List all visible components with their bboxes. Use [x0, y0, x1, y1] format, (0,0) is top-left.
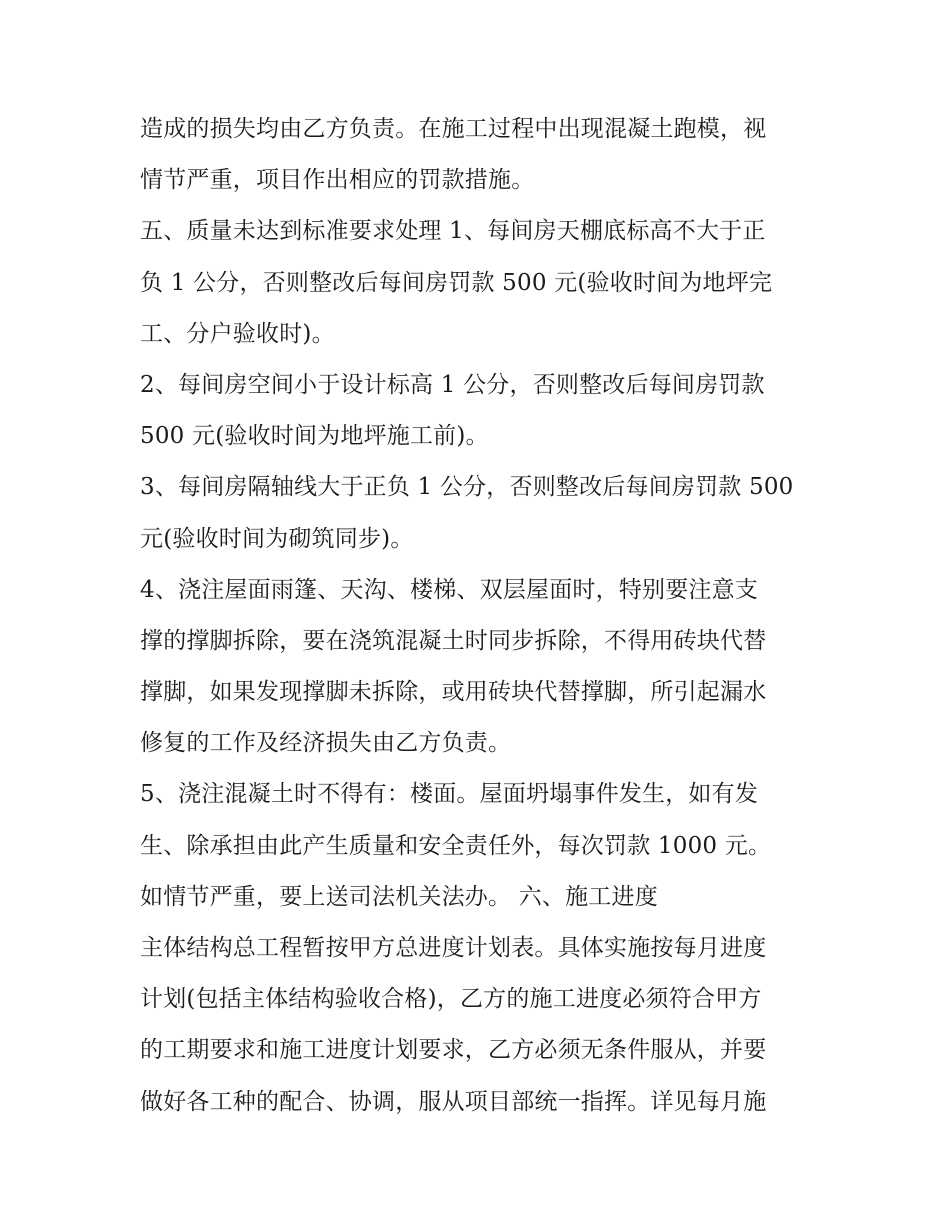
text-line: 的工期要求和施工进度计划要求，乙方必须无条件服从，并要: [140, 1037, 767, 1064]
text-line: 情节严重，项目作出相应的罚款措施。: [140, 167, 535, 194]
text-line: 生、除承担由此产生质量和安全责任外，每次罚款 1000 元。: [140, 832, 772, 859]
text-line: 修复的工作及经济损失由乙方负责。: [140, 730, 512, 757]
text-line: 5、浇注混凝土时不得有：楼面。屋面坍塌事件发生，如有发: [140, 781, 759, 808]
text-line: 五、质量未达到标准要求处理 1、每间房天棚底标高不大于正: [140, 218, 766, 245]
text-line: 4、浇注屋面雨篷、天沟、楼梯、双层屋面时，特别要注意支: [140, 576, 759, 603]
text-line: 如情节严重，要上送司法机关法办。 六、施工进度: [140, 883, 658, 910]
text-line: 计划(包括主体结构验收合格)，乙方的施工进度必须符合甲方: [140, 986, 762, 1013]
text-line: 500 元(验收时间为地坪施工前)。: [140, 423, 489, 450]
text-line: 负 1 公分，否则整改后每间房罚款 500 元(验收时间为地坪完: [140, 269, 773, 296]
text-line: 撑的撑脚拆除，要在浇筑混凝土时同步拆除，不得用砖块代替: [140, 627, 767, 654]
text-line: 撑脚，如果发现撑脚未拆除，或用砖块代替撑脚，所引起漏水: [140, 679, 767, 706]
text-line: 做好各工种的配合、协调，服从项目部统一指挥。详见每月施: [140, 1088, 767, 1115]
text-line: 元(验收时间为砌筑同步)。: [140, 525, 414, 552]
text-line: 2、每间房空间小于设计标高 1 公分，否则整改后每间房罚款: [140, 371, 765, 398]
document-body: [140, 104, 830, 1128]
text-line: 工、分户验收时)。: [140, 320, 335, 347]
text-line: 造成的损失均由乙方负责。在施工过程中出现混凝土跑模，视: [140, 116, 767, 142]
text-line: 主体结构总工程暂按甲方总进度计划表。具体实施按每月进度: [140, 935, 767, 961]
text-line: 3、每间房隔轴线大于正负 1 公分，否则整改后每间房罚款 500: [140, 474, 794, 501]
